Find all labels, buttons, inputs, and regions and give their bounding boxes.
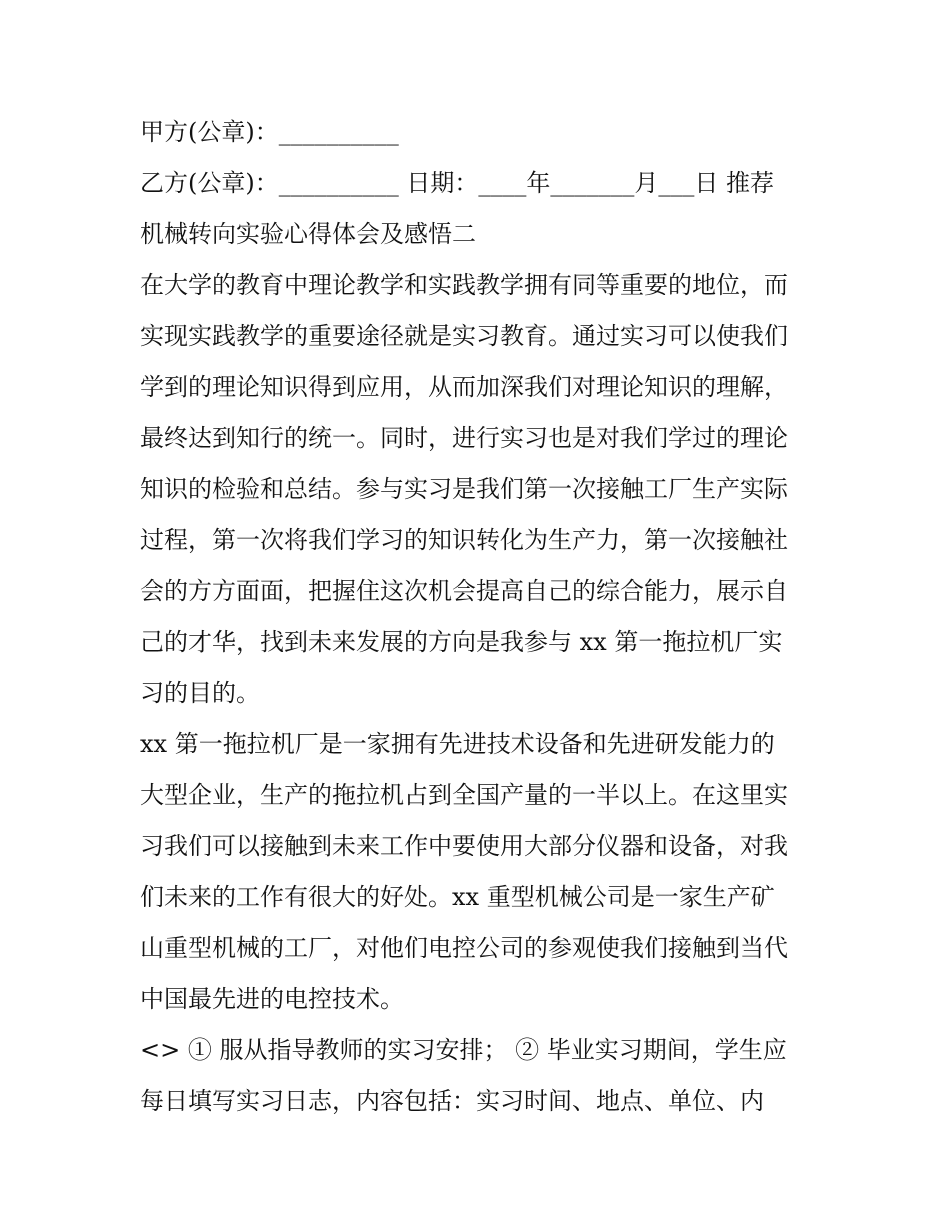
body-text-line: 学到的理论知识得到应用，从而加深我们对理论知识的理解，: [140, 373, 788, 401]
document-body: [140, 107, 820, 1127]
body-text-line: <> ① 服从指导教师的实习安排； ② 毕业实习期间，学生应: [140, 1036, 787, 1064]
body-text-line: 每日填写实习日志，内容包括：实习时间、地点、单位、内: [140, 1087, 764, 1115]
body-text-line: xx 第一拖拉机厂是一家拥有先进技术设备和先进研发能力的: [140, 730, 775, 758]
body-text-line: 知识的检验和总结。参与实习是我们第一次接触工厂生产实际: [140, 475, 788, 503]
party-b-seal-date-line: 乙方(公章)：__________ 日期：____年_______月___日 推荐: [140, 169, 774, 197]
body-text-line: 们未来的工作有很大的好处。xx 重型机械公司是一家生产矿: [140, 883, 775, 911]
body-text-line: 己的才华，找到未来发展的方向是我参与 xx 第一拖拉机厂实: [140, 628, 783, 656]
body-text-line: 实现实践教学的重要途径就是实习教育。通过实习可以使我们: [140, 322, 788, 350]
body-text-line: 大型企业，生产的拖拉机占到全国产量的一半以上。在这里实: [140, 781, 788, 809]
party-a-seal-line: 甲方(公章)：__________: [140, 118, 399, 146]
body-text-line: 会的方方面面，把握住这次机会提高自己的综合能力，展示自: [140, 577, 788, 605]
body-text-line: 过程，第一次将我们学习的知识转化为生产力，第一次接触社: [140, 526, 788, 554]
body-text-line: 最终达到知行的统一。同时，进行实习也是对我们学过的理论: [140, 424, 788, 452]
body-text-line: 山重型机械的工厂，对他们电控公司的参观使我们接触到当代: [140, 934, 788, 962]
body-text-line: 习的目的。: [140, 679, 260, 707]
body-text-line: 习我们可以接触到未来工作中要使用大部分仪器和设备，对我: [140, 832, 788, 860]
body-text-line: 中国最先进的电控技术。: [140, 985, 404, 1013]
section-title: 机械转向实验心得体会及感悟二: [140, 220, 476, 248]
body-text-line: 在大学的教育中理论教学和实践教学拥有同等重要的地位，而: [140, 271, 788, 299]
